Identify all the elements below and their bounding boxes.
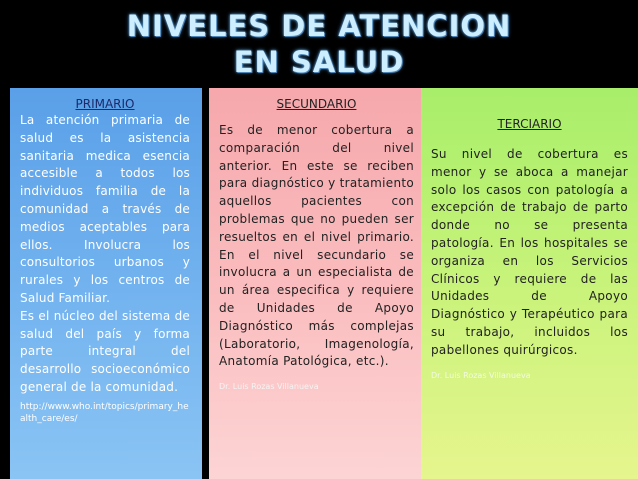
primario-source-link[interactable]: http://www.who.int/topics/primary_health_care/es/ bbox=[20, 401, 189, 424]
panel-secundario bbox=[209, 88, 424, 479]
page-title bbox=[0, 0, 638, 88]
terciario-heading: TERCIARIO bbox=[497, 117, 562, 131]
terciario-credit: Dr. Luis Rozas Villanueva bbox=[431, 370, 531, 380]
title-line-2: EN SALUD bbox=[233, 45, 405, 79]
panel-terciario bbox=[421, 88, 638, 479]
primario-heading: PRIMARIO bbox=[75, 97, 135, 111]
secundario-credit: Dr. Luis Rozas Villanueva bbox=[219, 382, 319, 392]
panel-primario bbox=[10, 88, 202, 479]
secundario-heading: SECUNDARIO bbox=[276, 97, 357, 111]
terciario-paragraph: Su nivel de cobertura es menor y se aboca a manejar solo los casos con patología a excepción de trabajo de parto donde no se presenta patología. En los hospitales se organiza en los Servicios Clínicos y requiere de las Unidades de Apoyo Diagnóstico y Terapéutico para su trabajo, incluidos los pabellones quirúrgicos. bbox=[431, 147, 628, 357]
primario-paragraph-2: Es el núcleo del sistema de salud del país y forma parte integral del desarrollo socioeconómico general de la comunidad. bbox=[20, 308, 190, 394]
primario-paragraph-1: La atención primaria de salud es la asistencia sanitaria medica esencia accesible a todos los individuos familia de la comunidad a través de medios aceptables para ellos. Involucra los consultorios urbanos y rurales y los centros de Salud Familiar. bbox=[20, 113, 190, 305]
secundario-paragraph: Es de menor cobertura a comparación del nivel anterior. En este se reciben para diagnóstico y tratamiento aquellos pacientes con problemas que no pueden ser resueltos en el nivel primario. En el nivel secundario se involucra a un especialista de un área especifica y requiere de Unidades de Apoyo Diagnóstico más complejas (Laboratorio, Imagenología, Anatomía Patológica, etc.). bbox=[219, 123, 415, 369]
title-line-1: NIVELES DE ATENCION bbox=[126, 9, 512, 43]
